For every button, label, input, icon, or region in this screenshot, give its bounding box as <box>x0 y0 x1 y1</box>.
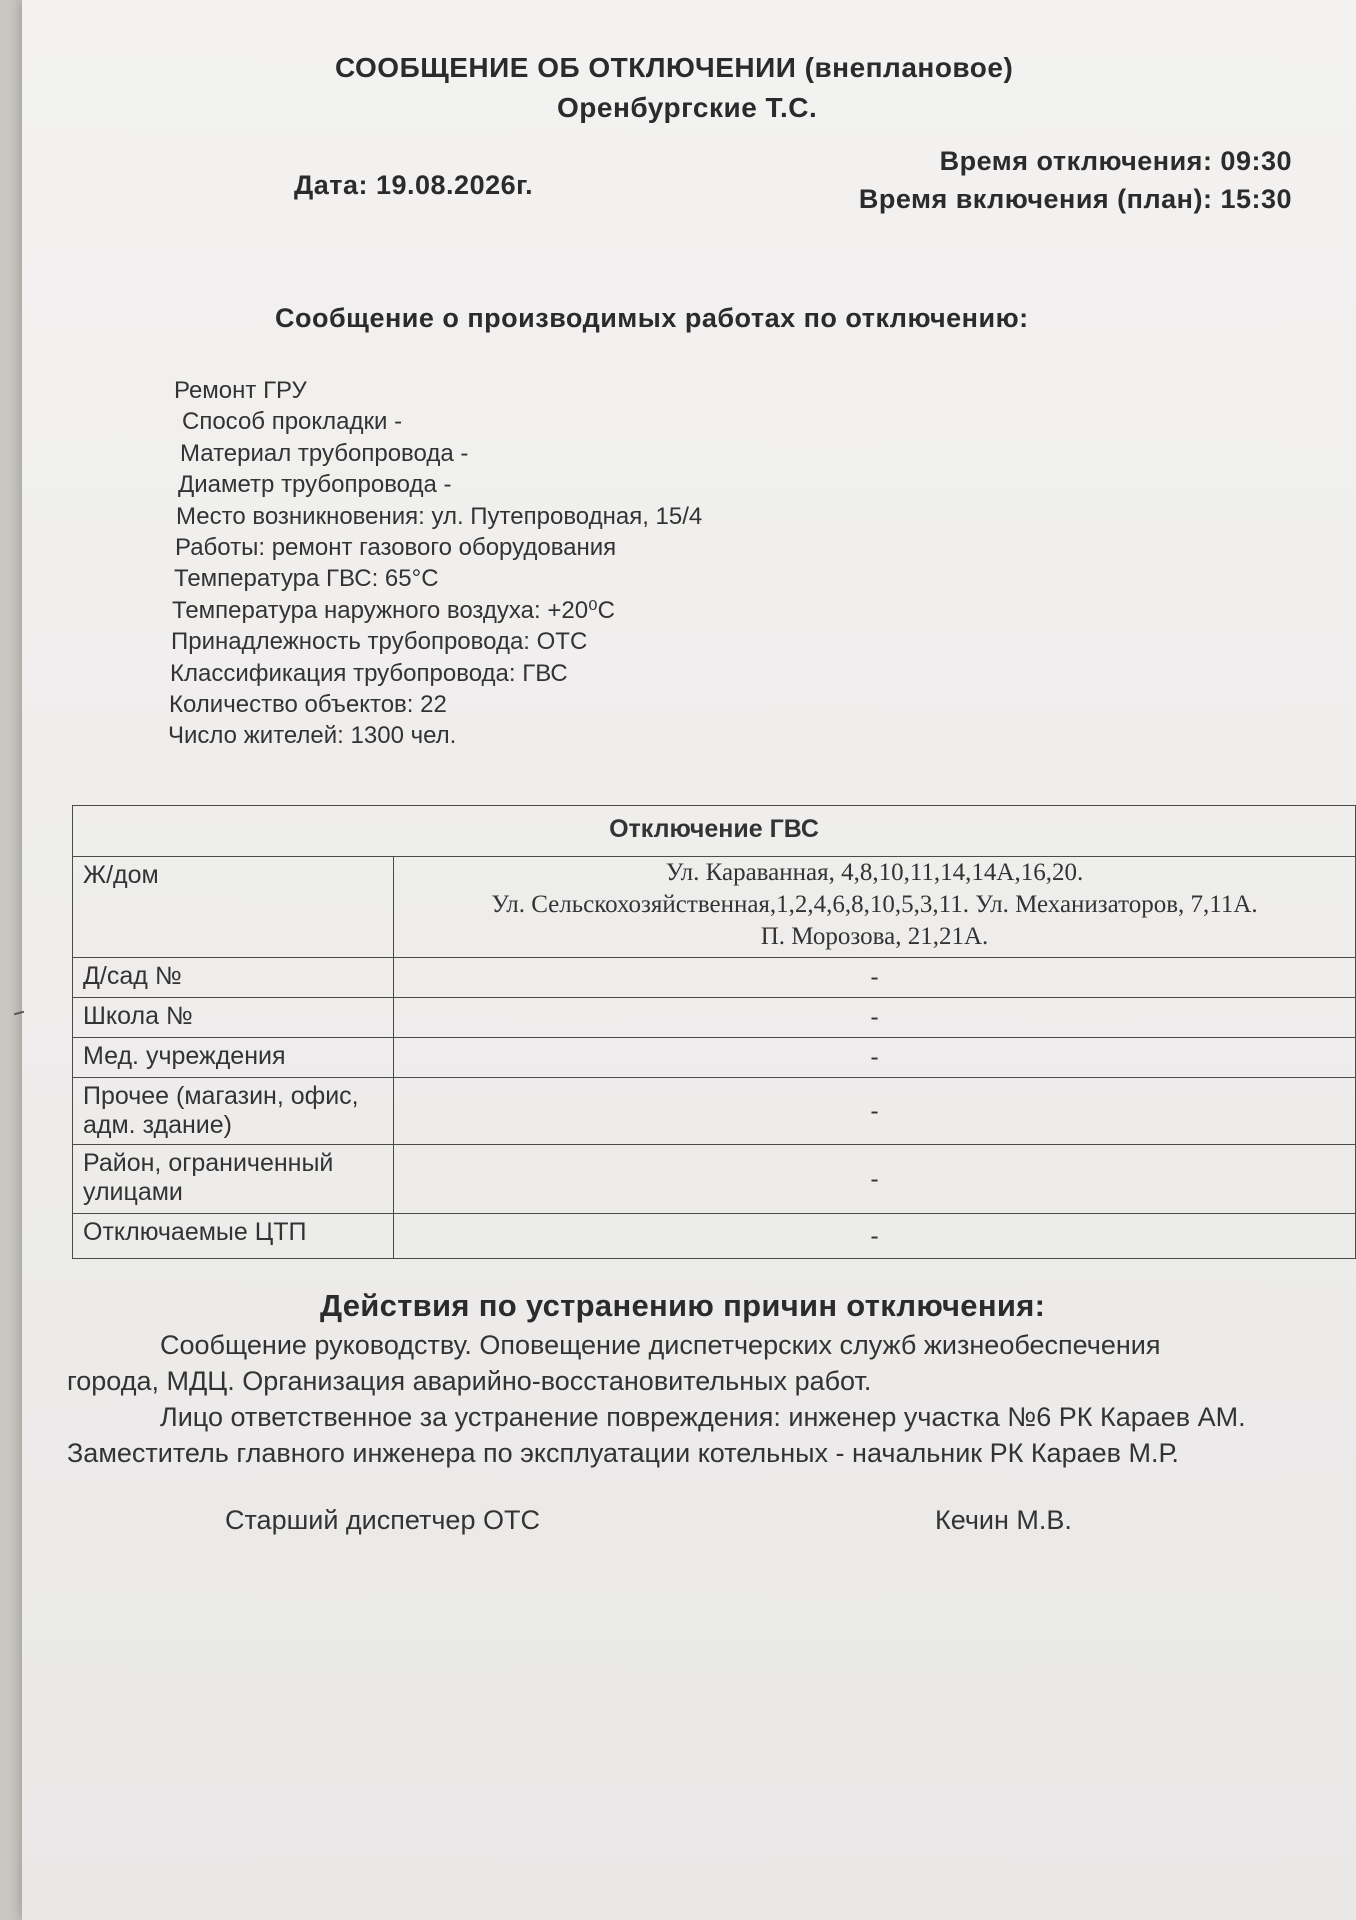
detail-line: Работы: ремонт газового оборудования <box>175 534 617 562</box>
detail-line: Материал трубопровода - <box>180 439 469 467</box>
row-label: Прочее (магазин, офис, адм. здание) <box>73 1078 394 1145</box>
table-row <box>73 1145 1356 1214</box>
table-row <box>73 1038 1356 1078</box>
address-list <box>394 857 1356 958</box>
date-line: Дата: 19.08.2026г. <box>294 170 534 200</box>
row-label: Мед. учреждения <box>73 1038 394 1078</box>
table-row <box>73 958 1356 998</box>
detail-line: Место возникновения: ул. Путепроводная, 15/4 <box>176 502 703 530</box>
row-label: Отключаемые ЦТП <box>73 1214 394 1259</box>
row-value: - <box>394 958 1356 998</box>
address-line: П. Морозова, 21,21А. <box>760 923 989 950</box>
detail-line: Классификация трубопровода: ГВС <box>170 659 568 687</box>
table-row <box>73 1214 1356 1259</box>
table-heading: Отключение ГВС <box>73 806 1356 857</box>
address-line: Ул. Караванная, 4,8,10,11,14,14А,16,20. <box>665 859 1084 886</box>
document-page <box>22 0 1356 1920</box>
signature-role: Старший диспетчер ОТС <box>225 1505 540 1535</box>
table-row <box>73 1078 1356 1145</box>
row-value: - <box>394 1145 1356 1214</box>
paragraph-line: Лицо ответственное за устранение повреждения: инженер участка №6 РК Караев АМ. <box>160 1402 1246 1432</box>
signature-name: Кечин М.В. <box>935 1505 1072 1535</box>
detail-line: Количество объектов: 22 <box>169 691 447 719</box>
organization-name: Оренбургские Т.С. <box>557 92 818 123</box>
responsible-paragraph <box>67 1399 1356 1471</box>
detail-line: Число жителей: 1300 чел. <box>168 722 457 750</box>
detail-line: Ремонт ГРУ <box>174 377 307 404</box>
restore-time: Время включения (план): 15:30 <box>858 184 1292 214</box>
paragraph-line: города, МДЦ. Организация аварийно-восстановительных работ. <box>67 1366 872 1396</box>
table-row <box>73 998 1356 1038</box>
row-label: Д/сад № <box>73 958 394 998</box>
works-details <box>168 375 703 752</box>
paragraph-line: Заместитель главного инженера по эксплуатации котельных - начальник РК Караев М.Р. <box>67 1438 1179 1468</box>
table-row <box>73 857 1356 958</box>
row-value: - <box>394 1078 1356 1145</box>
row-label: Район, ограниченный улицами <box>73 1145 394 1214</box>
shutoff-time: Время отключения: 09:30 <box>939 146 1292 176</box>
detail-line: Принадлежность трубопровода: ОТС <box>171 628 588 656</box>
address-line: Ул. Сельскохозяйственная,1,2,4,6,8,10,5,3,11. Ул. Механизаторов, 7,11А. <box>491 891 1258 918</box>
row-label: Ж/дом <box>73 857 394 958</box>
document-title: СООБЩЕНИЕ ОБ ОТКЛЮЧЕНИИ (внеплановое) <box>335 52 1014 83</box>
detail-line: Температура ГВС: 65°С <box>174 565 439 593</box>
row-value: - <box>394 1214 1356 1259</box>
row-label: Школа № <box>73 998 394 1038</box>
detail-line: Способ прокладки - <box>182 408 403 436</box>
actions-heading: Действия по устранению причин отключения: <box>320 1288 1046 1323</box>
row-value: - <box>394 998 1356 1038</box>
detail-line: Температура наружного воздуха: +20⁰С <box>172 596 615 624</box>
paragraph-line: Сообщение руководству. Оповещение диспетчерских служб жизнеобеспечения <box>160 1330 1161 1360</box>
shutoff-table <box>72 805 1356 1259</box>
row-value: - <box>394 1038 1356 1078</box>
works-heading: Сообщение о производимых работах по отключению: <box>275 303 1029 333</box>
actions-paragraph <box>67 1327 1356 1399</box>
detail-line: Диаметр трубопровода - <box>178 471 452 499</box>
